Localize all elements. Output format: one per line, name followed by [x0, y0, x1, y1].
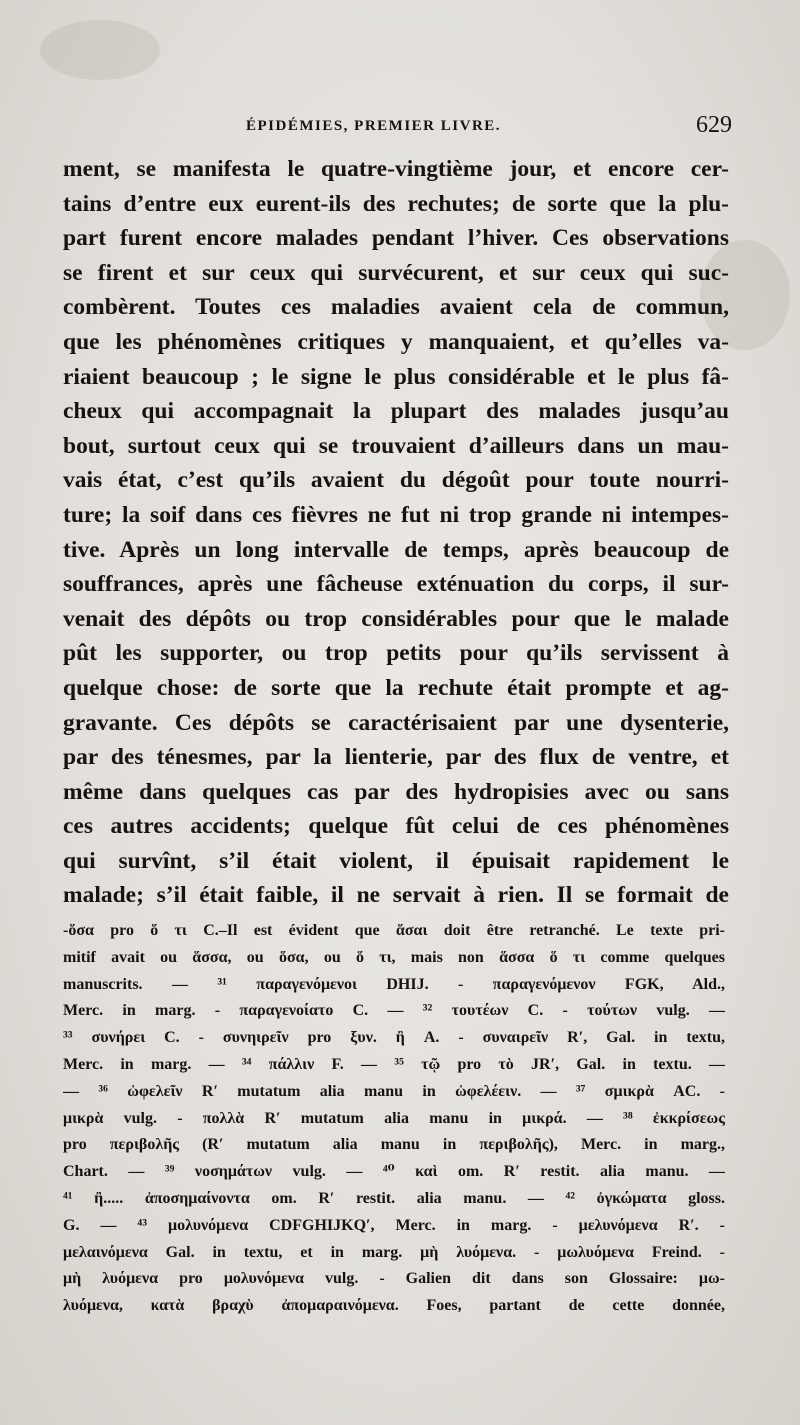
footnote-line: Merc. in marg. - παραγενοίατο C. — ³² τουτέων C. - τούτων vulg. —	[63, 1002, 725, 1020]
text-line: ture; la soif dans ces fièvres ne fut ni trop grande ni intempes-	[63, 501, 729, 528]
footnote-line: pro περιβολῆς (R′ mutatum alia manu in περιβολῆς), Merc. in marg.,	[63, 1136, 725, 1154]
text-line: venait des dépôts ou trop considérables pour que le malade	[63, 605, 729, 632]
footnote-line: Merc. in marg. — ³⁴ πάλλιν F. — ³⁵ τῷ pro τὸ JR′, Gal. in textu. —	[63, 1055, 725, 1073]
text-line: part furent encore malades pendant l’hiver. Ces observations	[63, 225, 729, 252]
footnote-line: — ³⁶ ὠφελεῖν R′ mutatum alia manu in ὠφελέειν. — ³⁷ σμικρὰ AC. -	[63, 1082, 725, 1100]
running-title: ÉPIDÉMIES, PREMIER LIVRE.	[246, 118, 502, 134]
text-line: quelque chose: de sorte que la rechute était prompte et ag-	[63, 674, 729, 701]
footnote-line: λυόμενα, κατὰ βραχὺ ἀπομαραινόμενα. Foes, partant de cette donnée,	[63, 1297, 725, 1315]
page-number: 629	[696, 112, 732, 138]
text-line: tains d’entre eux eurent-ils des rechutes; de sorte que la plu-	[63, 190, 729, 217]
text-line: par des ténesmes, par la lienterie, par des flux de ventre, et	[63, 744, 729, 771]
text-line: tive. Après un long intervalle de temps, après beaucoup de	[63, 536, 729, 563]
text-line: gravante. Ces dépôts se caractérisaient par une dysenterie,	[63, 709, 729, 736]
text-line: bout, surtout ceux qui se trouvaient d’ailleurs dans un mau-	[63, 432, 729, 459]
page-header	[60, 112, 740, 146]
footnote-line: μικρὰ vulg. - πολλὰ R′ mutatum alia manu in μικρά. — ³⁸ ἐκκρίσεως	[63, 1109, 725, 1127]
text-line: que les phénomènes critiques y manquaient, et qu’elles va-	[63, 328, 729, 355]
text-line: vais état, c’est qu’ils avaient du dégoût pour toute nourri-	[63, 467, 729, 494]
text-line: se firent et sur ceux qui survécurent, et sur ceux qui suc-	[63, 259, 729, 286]
text-line: souffrances, après une fâcheuse exténuation du corps, il sur-	[63, 571, 729, 598]
text-line: pût les supporter, ou trop petits pour qu’ils servissent à	[63, 640, 729, 667]
main-text	[63, 152, 729, 913]
text-line: combèrent. Toutes ces maladies avaient cela de commun,	[63, 294, 729, 321]
footnote-line: G. — ⁴³ μολυνόμενα CDFGHIJKQ′, Merc. in marg. - μελυνόμενα R′. -	[63, 1216, 725, 1234]
footnotes	[63, 918, 725, 1320]
footnote-line: manuscrits. — ³¹ παραγενόμενοι DHIJ. - παραγενόμενον FGK, Ald.,	[63, 975, 725, 993]
text-line: malade; s’il était faible, il ne servait à rien. Il se formait de	[63, 882, 729, 909]
text-line: ces autres accidents; quelque fût celui de ces phénomènes	[63, 813, 729, 840]
text-line: riaient beaucoup ; le signe le plus considérable et le plus fâ-	[63, 363, 729, 390]
footnote-line: ³³ συνήρει C. - συνηιρεῖν pro ξυν. ἢ A. - συναιρεῖν R′, Gal. in textu,	[63, 1029, 725, 1047]
footnote-line: ⁴¹ ἢ..... ἀποσημαίνοντα om. R′ restit. alia manu. — ⁴² ὀγκώματα gloss.	[63, 1189, 725, 1207]
text-line: même dans quelques cas par des hydropisies avec ou sans	[63, 778, 729, 805]
footnote-line: μελαινόμενα Gal. in textu, et in marg. μὴ λυόμενα. - μωλυόμενα Freind. -	[63, 1243, 725, 1261]
text-line: cheux qui accompagnait la plupart des malades jusqu’au	[63, 398, 729, 425]
footnote-line: μὴ λυόμενα pro μολυνόμενα vulg. - Galien dit dans son Glossaire: μω-	[63, 1270, 725, 1288]
text-line: qui survînt, s’il était violent, il épuisait rapidement le	[63, 847, 729, 874]
footnote-line: -ὅσα pro ὅ τι C.–Il est évident que ἅσαι doit être retranché. Le texte pri-	[63, 922, 725, 939]
footnote-line: mitif avait ou ἅσσα, ou ὅσα, ou ὅ τι, mais non ἅσσα ὅ τι comme quelques	[63, 948, 725, 966]
footnote-line: Chart. — ³⁹ νοσημάτων vulg. — ⁴⁰ καὶ om. R′ restit. alia manu. —	[63, 1163, 725, 1181]
paper-stain	[40, 20, 160, 80]
text-line: ment, se manifesta le quatre-vingtième jour, et encore cer-	[63, 156, 729, 182]
